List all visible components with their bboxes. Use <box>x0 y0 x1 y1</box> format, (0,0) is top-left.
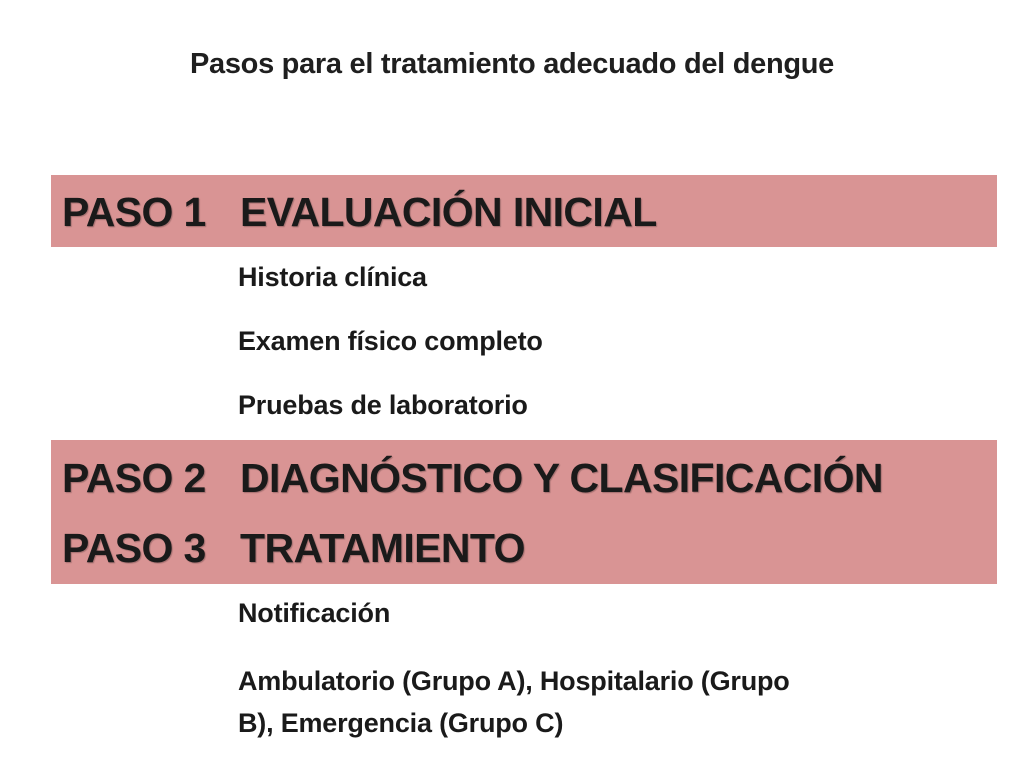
step-1-item-lab-tests: Pruebas de laboratorio <box>238 390 528 420</box>
step-1-item-clinical-history: Historia clínica <box>238 262 427 292</box>
step-2-label: PASO 2 <box>62 455 206 501</box>
slide-title: Pasos para el tratamiento adecuado del dengue <box>189 48 835 80</box>
step-1-item-physical-exam: Examen físico completo <box>238 326 543 356</box>
step-2-heading: DIAGNÓSTICO Y CLASIFICACIÓN <box>240 455 883 501</box>
step-3-heading: TRATAMIENTO <box>240 525 525 571</box>
step-3-label: PASO 3 <box>62 525 206 571</box>
step-1-heading: EVALUACIÓN INICIAL <box>240 189 657 235</box>
step-3-item-notification: Notificación <box>238 598 391 628</box>
step-1-label: PASO 1 <box>62 189 206 235</box>
step-3-item-care-groups: Ambulatorio (Grupo A), Hospitalario (Grupo B), Emergencia (Grupo C) <box>238 666 790 738</box>
